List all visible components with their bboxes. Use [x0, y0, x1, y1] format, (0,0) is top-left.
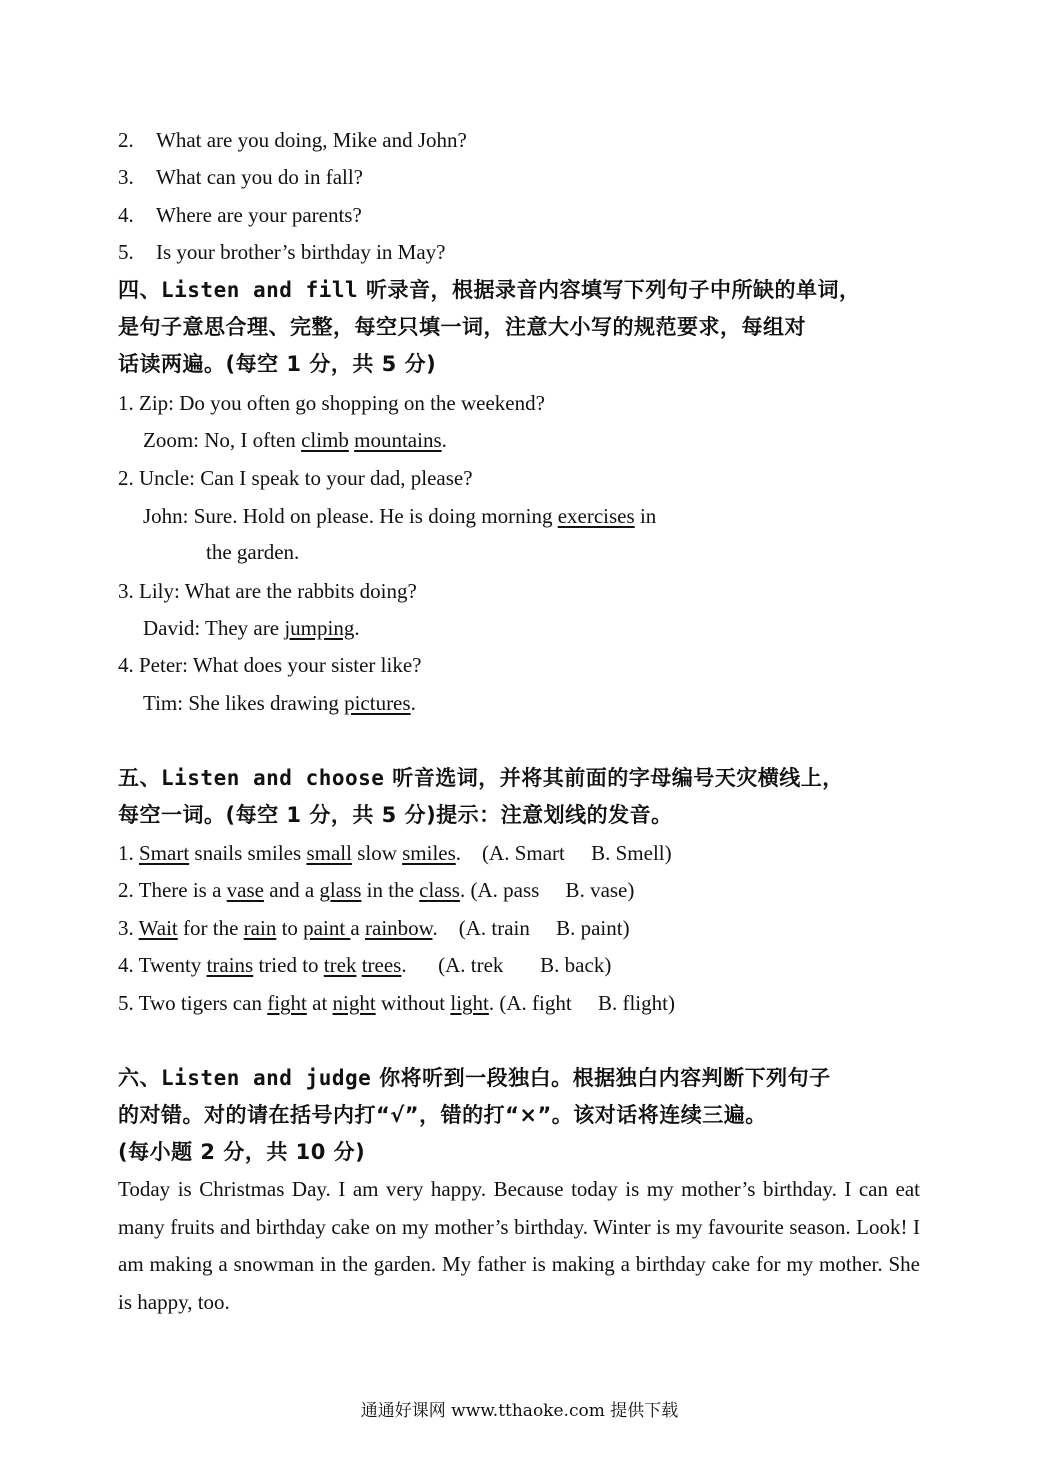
dialog-1-line2: Zoom: No, I often climb mountains. — [143, 428, 447, 452]
item-text: Two tigers can — [138, 991, 268, 1015]
underlined-word: small — [306, 841, 352, 865]
underlined-word: night — [332, 991, 376, 1015]
section6-heading-line2: 的对错。对的请在括号内打“√”，错的打“×”。该对话将连续三遍。 — [118, 1103, 767, 1127]
answer-blank: exercises — [557, 504, 635, 528]
underlined-word: fight — [267, 991, 307, 1015]
underlined-word: vase — [226, 878, 264, 902]
underlined-word: rain — [243, 916, 277, 940]
underlined-word: glass — [319, 878, 362, 902]
answer-blank: mountains — [354, 428, 442, 452]
item-text: snails smiles — [189, 841, 307, 865]
item-text: at — [306, 991, 333, 1015]
dialog-2-line1: 2. Uncle: Can I speak to your dad, please? — [118, 466, 473, 490]
question-2: 2. What are you doing, Mike and John? — [118, 128, 467, 152]
question-4: 4. Where are your parents? — [118, 203, 362, 227]
choose-item-1 — [118, 839, 672, 867]
dialog-4-line2: Tim: She likes drawing pictures. — [143, 691, 416, 715]
choose-item-5 — [118, 989, 675, 1017]
item-number: 2. — [118, 878, 139, 902]
section5-heading-line1: 五、Listen and choose 听音选词，并将其前面的字母编号天灾横线上， — [118, 766, 844, 790]
underlined-word: rainbow — [365, 916, 433, 940]
item-text: in the — [361, 878, 420, 902]
item-text: for the — [177, 916, 244, 940]
item-text: . (A. trek B. back) — [401, 953, 612, 977]
item-text: without — [375, 991, 451, 1015]
section5-heading-line2: 每空一词。(每空 1 分，共 5 分)提示：注意划线的发音。 — [118, 803, 673, 827]
item-text: . (A. Smart B. Smell) — [455, 841, 672, 865]
monologue-passage: Today is Christmas Day. I am very happy. Because today is my mother’s birthday. I can eat many fruits and birthday cake on my mother’s birthday. Winter is my favourite season. Look! I am making a snowman in the garden. My father is making a birthday cake for my mother. She is happy, too. — [118, 1177, 920, 1314]
choose-item-2 — [118, 876, 634, 904]
section4-heading-line1: 四、Listen and fill 听录音，根据录音内容填写下列句子中所缺的单词， — [118, 278, 861, 302]
dialog-1-line1: 1. Zip: Do you often go shopping on the weekend? — [118, 391, 545, 415]
dialog-3-line1: 3. Lily: What are the rabbits doing? — [118, 579, 417, 603]
item-text: and a — [264, 878, 320, 902]
answer-blank: climb — [301, 428, 349, 452]
item-text: a — [350, 916, 365, 940]
section6-heading-line1: 六、Listen and judge 你将听到一段独白。根据独白内容判断下列句子 — [118, 1066, 831, 1090]
dialog-4-line1: 4. Peter: What does your sister like? — [118, 653, 422, 677]
item-number: 4. — [118, 953, 139, 977]
dialog-2-line3: the garden. — [206, 540, 300, 564]
item-text: to — [276, 916, 304, 940]
dialog-3-line2: David: They are jumping. — [143, 616, 360, 640]
choose-item-4 — [118, 951, 611, 979]
section4-heading-line2: 是句子意思合理、完整，每空只填一词，注意大小写的规范要求，每组对 — [118, 315, 806, 339]
item-text: . (A. train B. paint) — [432, 916, 630, 940]
underlined-word: Wait — [138, 916, 178, 940]
answer-blank: jumping — [284, 616, 355, 640]
question-3: 3. What can you do in fall? — [118, 165, 364, 189]
question-5: 5. Is your brother’s birthday in May? — [118, 240, 446, 264]
item-text: tried to — [253, 953, 324, 977]
underlined-word: paint — [303, 916, 351, 940]
underlined-word: trees — [361, 953, 402, 977]
item-text: There is a — [138, 878, 227, 902]
item-number: 1. — [118, 841, 139, 865]
choose-item-3 — [118, 914, 630, 942]
underlined-word: trains — [206, 953, 254, 977]
answer-blank: pictures — [344, 691, 411, 715]
underlined-word: smiles — [402, 841, 456, 865]
underlined-word: class — [419, 878, 460, 902]
item-text: . (A. pass B. vase) — [459, 878, 635, 902]
underlined-word: trek — [323, 953, 357, 977]
page-footer: 通通好课网 www.tthaoke.com 提供下载 — [360, 1401, 679, 1421]
item-text: Twenty — [138, 953, 207, 977]
section4-heading-line3: 话读两遍。(每空 1 分，共 5 分) — [118, 352, 437, 376]
item-text: . (A. fight B. flight) — [488, 991, 675, 1015]
dialog-2-line2: John: Sure. Hold on please. He is doing morning exercises in — [143, 504, 657, 528]
item-number: 5. — [118, 991, 139, 1015]
underlined-word: Smart — [139, 841, 190, 865]
underlined-word: light — [450, 991, 489, 1015]
section6-heading-line3: (每小题 2 分，共 10 分) — [118, 1140, 366, 1164]
item-text: slow — [351, 841, 403, 865]
item-number: 3. — [118, 916, 139, 940]
